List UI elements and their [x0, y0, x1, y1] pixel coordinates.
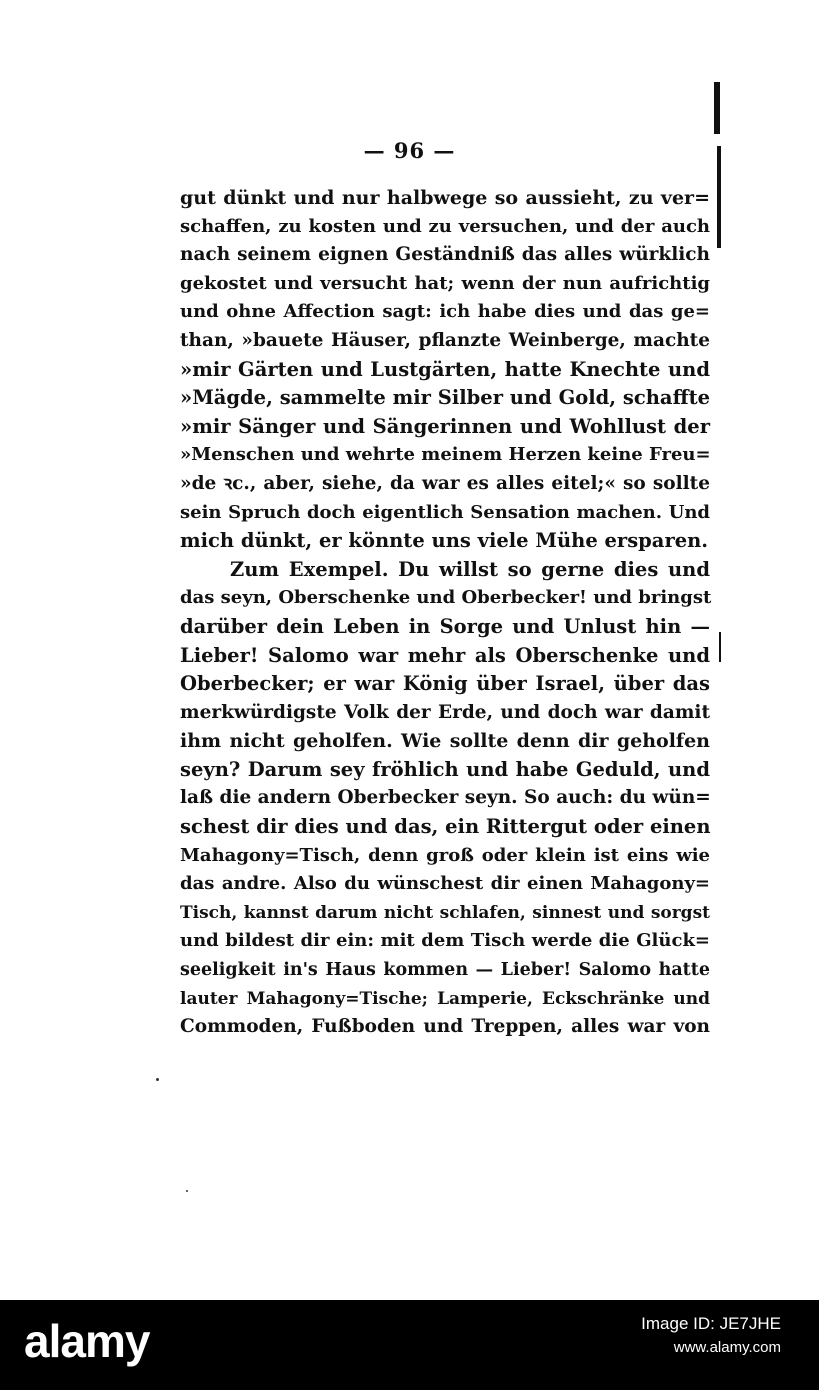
- text-line: nach seinem eignen Geständniß das alles würklich: [180, 244, 710, 266]
- text-line: Mahagony=Tisch, denn groß oder klein ist eins wie: [180, 844, 710, 866]
- scan-speck: [156, 1078, 159, 1081]
- text-line: gut dünkt und nur halbwege so aussieht, zu ver=: [180, 187, 710, 209]
- text-line: lauter Mahagony=Tische; Lamperie, Eckschränke und: [180, 988, 710, 1009]
- image-id-block: [641, 1312, 781, 1360]
- text-line: »Menschen und wehrte meinem Herzen keine Freu=: [180, 444, 711, 466]
- text-line: »de ꝛc., aber, siehe, da war es alles eitel;« so sollte: [180, 472, 710, 494]
- text-line: »mir Sänger und Sängerinnen und Wohllust der: [180, 414, 710, 438]
- body-text: [180, 184, 710, 1042]
- binding-edge-mark: [719, 632, 721, 662]
- stock-footer-banner: [0, 1300, 819, 1390]
- text-line: schaffen, zu kosten und zu versuchen, und der auch: [180, 215, 710, 237]
- scan-speck: [186, 1190, 188, 1192]
- text-line: »Mägde, sammelte mir Silber und Gold, schaffte: [180, 386, 710, 410]
- text-line: Lieber! Salomo war mehr als Oberschenke und: [180, 643, 710, 667]
- text-line: than, »bauete Häuser, pflanzte Weinberge, machte: [180, 329, 710, 351]
- text-line: schest dir dies und das, ein Rittergut oder einen: [180, 815, 711, 839]
- text-line: darüber dein Leben in Sorge und Unlust hin —: [180, 614, 710, 638]
- text-line: »mir Gärten und Lustgärten, hatte Knechte und: [180, 357, 710, 381]
- text-line: mich dünkt, er könnte uns viele Mühe ersparen.: [180, 529, 709, 553]
- text-line: ihm nicht geholfen. Wie sollte denn dir geholfen: [180, 730, 710, 753]
- alamy-logo: alamy: [24, 1315, 150, 1367]
- text-line: gekostet und versucht hat; wenn der nun aufrichtig: [180, 272, 710, 294]
- text-line: seeligkeit in's Haus kommen — Lieber! Salomo hatte: [180, 960, 710, 981]
- text-line: das andre. Also du wünschest dir einen Mahagony=: [180, 873, 710, 895]
- text-line: das seyn, Oberschenke und Oberbecker! und bringst: [180, 587, 712, 609]
- binding-edge-mark: [714, 82, 720, 134]
- text-line: Commoden, Fußboden und Treppen, alles war von: [180, 1016, 710, 1038]
- page-number: — 96 —: [363, 138, 456, 163]
- text-line: sein Spruch doch eigentlich Sensation machen. Und: [180, 501, 710, 523]
- text-line: laß die andern Oberbecker seyn. So auch: du wün=: [180, 787, 711, 809]
- text-line: merkwürdigste Volk der Erde, und doch war damit: [180, 701, 710, 723]
- text-line: Tisch, kannst darum nicht schlafen, sinnest und sorgst: [180, 902, 710, 923]
- image-id: Image ID: JE7JHE: [641, 1314, 781, 1333]
- text-line: und ohne Affection sagt: ich habe dies und das ge=: [180, 301, 710, 323]
- text-line: Oberbecker; er war König über Israel, über das: [180, 672, 710, 696]
- text-line: seyn? Darum sey fröhlich und habe Geduld, und: [180, 757, 710, 781]
- footer-url: www.alamy.com: [673, 1339, 781, 1356]
- text-line: Zum Exempel. Du willst so gerne dies und: [230, 557, 710, 581]
- text-line: und bildest dir ein: mit dem Tisch werde die Glück=: [180, 930, 710, 952]
